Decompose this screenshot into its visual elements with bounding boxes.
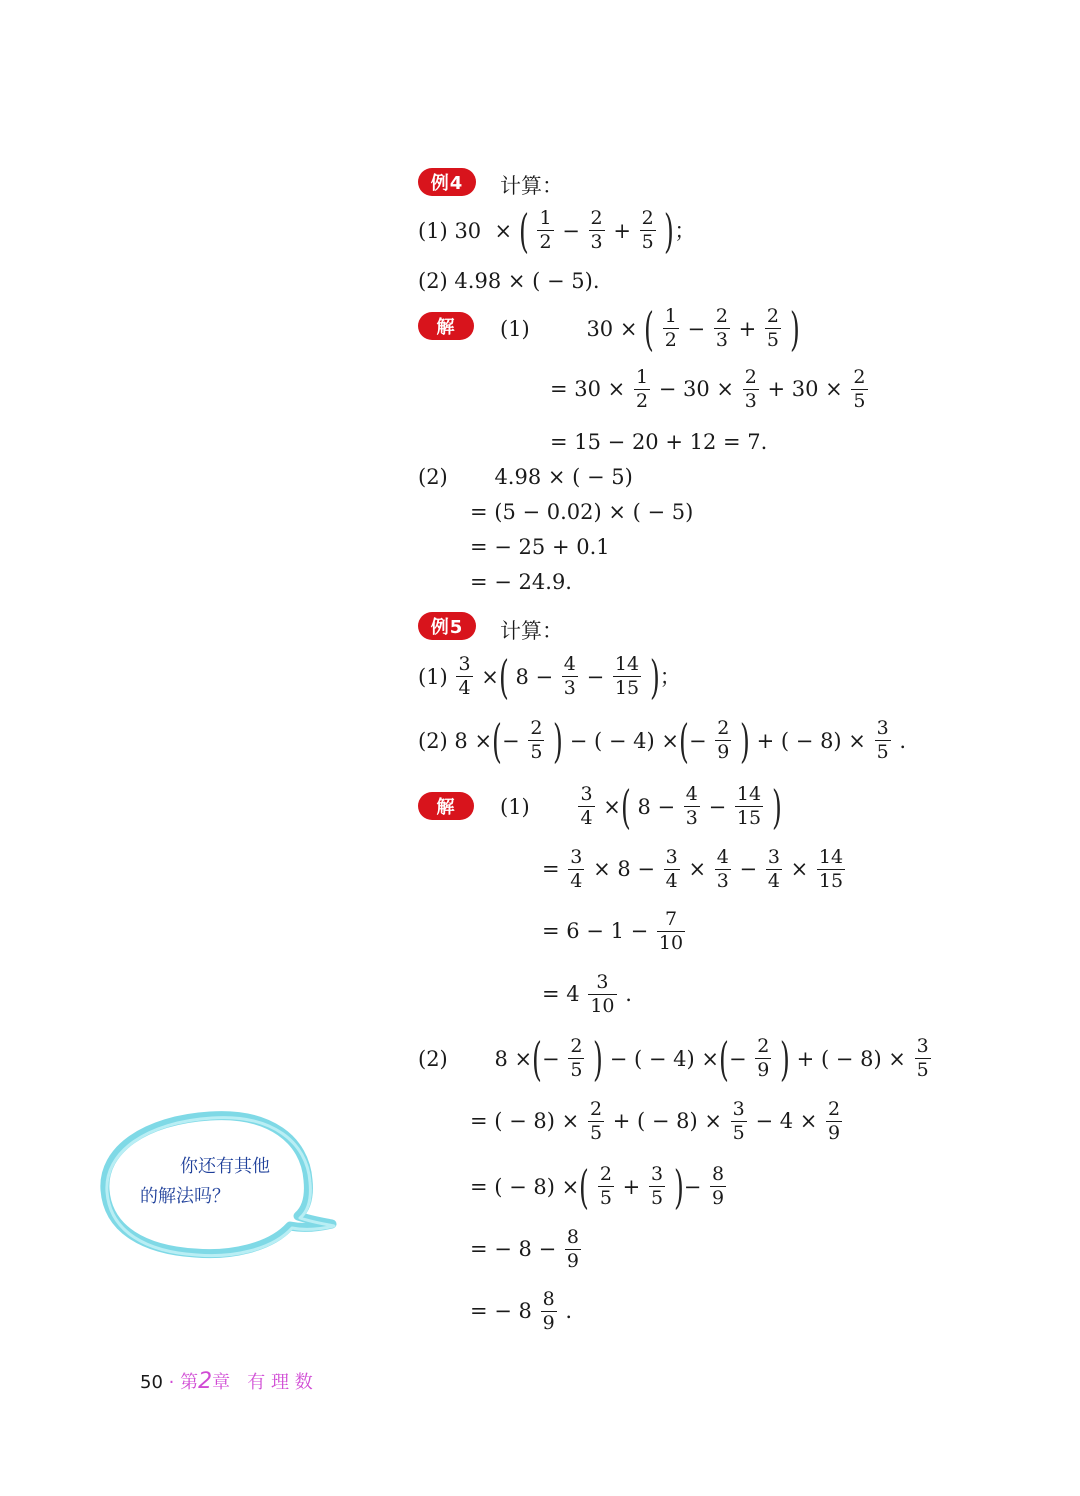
solution-line: = ( − 8) × $\frac{2}{5}$ + ( − 8) × $\frac{3}{5}$ − 4 × $\frac{2}{9}$: [470, 1098, 841, 1144]
solution-line: = 30 × $\frac{1}{2}$ − 30 × $\frac{2}{3}$ + 30 × $\frac{2}{5}$: [550, 366, 866, 412]
fraction: $\frac{1}{2}$: [539, 207, 552, 253]
fraction: $\frac{4}{3}$: [685, 783, 698, 829]
solution-line: = (5 − 0.02) × ( − 5): [470, 500, 694, 524]
chapter-title: 有 理 数: [247, 1372, 313, 1393]
fraction: $\frac{2}{5}$: [589, 1098, 603, 1144]
fraction: $\frac{3}{4}$: [458, 653, 471, 699]
solution-line: = − 24.9.: [470, 570, 572, 594]
fraction: $\frac{3}{4}$: [665, 846, 678, 892]
fraction: $\frac{2}{9}$: [717, 717, 730, 763]
fraction: $\frac{3}{5}$: [876, 717, 889, 763]
fraction: $\frac{2}{9}$: [757, 1035, 770, 1081]
solution-line: = 15 − 20 + 12 = 7.: [550, 430, 768, 454]
fraction: $\frac{2}{9}$: [828, 1098, 841, 1144]
fraction: $\frac{2}{5}$: [599, 1163, 612, 1209]
number: 30: [454, 218, 482, 243]
fraction: $\frac{8}{9}$: [712, 1163, 725, 1209]
bubble-question: 你还有其他 的解法吗？: [140, 1156, 270, 1207]
problem-line: (2) 4.98 × ( − 5).: [418, 269, 600, 293]
fraction: $\frac{3}{4}$: [580, 783, 593, 829]
fraction: $\frac{3}{4}$: [767, 846, 780, 892]
fraction: $\frac{7}{10}$: [658, 908, 684, 954]
fraction: $\frac{8}{9}$: [566, 1226, 579, 1272]
fraction: $\frac{4}{3}$: [716, 846, 729, 892]
solution-line: (1) $\frac{3}{4}$ ×( 8 − $\frac{4}{3}$ − $\frac{14}{15}$ ): [500, 780, 782, 834]
fraction: $\frac{2}{3}$: [590, 207, 603, 253]
solution-line: = − 8 − $\frac{8}{9}$: [470, 1226, 579, 1272]
solution-line: = 6 − 1 − $\frac{7}{10}$: [542, 908, 684, 954]
fraction: $\frac{3}{10}$: [590, 971, 615, 1017]
example-badge: 例5: [418, 612, 476, 640]
solution-badge: 解: [418, 312, 474, 340]
problem-line: (2) 8 ×(− $\frac{2}{5}$ ) − ( − 4) ×(− $\frac{2}{9}$ ) + ( − 8) × $\frac{3}{5}$ .: [418, 714, 907, 768]
solution-line: = − 25 + 0.1: [470, 535, 610, 559]
problem-label: (1): [418, 218, 448, 243]
problem-line: (1) 30 × ( $\frac{1}{2}$ − $\frac{2}{3}$ + $\frac{2}{5}$ )；: [418, 204, 696, 258]
fraction: $\frac{8}{9}$: [542, 1288, 555, 1334]
problem-line: (1) $\frac{3}{4}$ ×( 8 − $\frac{4}{3}$ − $\frac{14}{15}$ )；: [418, 650, 681, 704]
solution-line: (1) 30 × ( $\frac{1}{2}$ − $\frac{2}{3}$ + $\frac{2}{5}$ ): [500, 302, 800, 356]
solution-line: = 4 $\frac{3}{10}$ .: [542, 971, 632, 1017]
fraction: $\frac{2}{5}$: [766, 305, 780, 351]
fraction: $\frac{2}{3}$: [744, 366, 757, 412]
fraction: $\frac{14}{15}$: [818, 846, 844, 892]
solution-line: = ( − 8) ×( $\frac{2}{5}$ + $\frac{3}{5}$ )− $\frac{8}{9}$: [470, 1160, 725, 1214]
example-title: 计算：: [500, 174, 563, 198]
fraction: $\frac{14}{15}$: [614, 653, 640, 699]
fraction: $\frac{3}{5}$: [916, 1035, 929, 1081]
fraction: $\frac{2}{5}$: [641, 207, 654, 253]
solution-line: (2) 4.98 × ( − 5): [418, 465, 633, 489]
example-title: 计算：: [500, 619, 563, 643]
solution-badge: 解: [418, 792, 474, 820]
page-footer: 50 · 第2章 有 理 数: [140, 1369, 313, 1394]
solution-line: = $\frac{3}{4}$ × 8 − $\frac{3}{4}$ × $\frac{4}{3}$ − $\frac{3}{4}$ × $\frac{14}{15}$: [542, 846, 844, 892]
example-badge: 例4: [418, 168, 476, 196]
fraction: $\frac{2}{5}$: [530, 717, 543, 763]
solution-line: = − 8 $\frac{8}{9}$ .: [470, 1288, 573, 1334]
solution-line: (2) 8 ×(− $\frac{2}{5}$ ) − ( − 4) ×(− $\frac{2}{9}$ ) + ( − 8) × $\frac{3}{5}$: [418, 1032, 929, 1086]
fraction: $\frac{1}{2}$: [635, 366, 649, 412]
fraction: $\frac{2}{5}$: [570, 1035, 583, 1081]
fraction: $\frac{3}{4}$: [570, 846, 583, 892]
fraction: $\frac{3}{5}$: [732, 1098, 745, 1144]
fraction: $\frac{4}{3}$: [563, 653, 576, 699]
page-number: 50: [140, 1372, 163, 1393]
fraction: $\frac{2}{3}$: [715, 305, 728, 351]
fraction: $\frac{14}{15}$: [736, 783, 762, 829]
fraction: $\frac{2}{5}$: [853, 366, 866, 412]
fraction: $\frac{3}{5}$: [650, 1163, 664, 1209]
fraction: $\frac{1}{2}$: [664, 305, 677, 351]
